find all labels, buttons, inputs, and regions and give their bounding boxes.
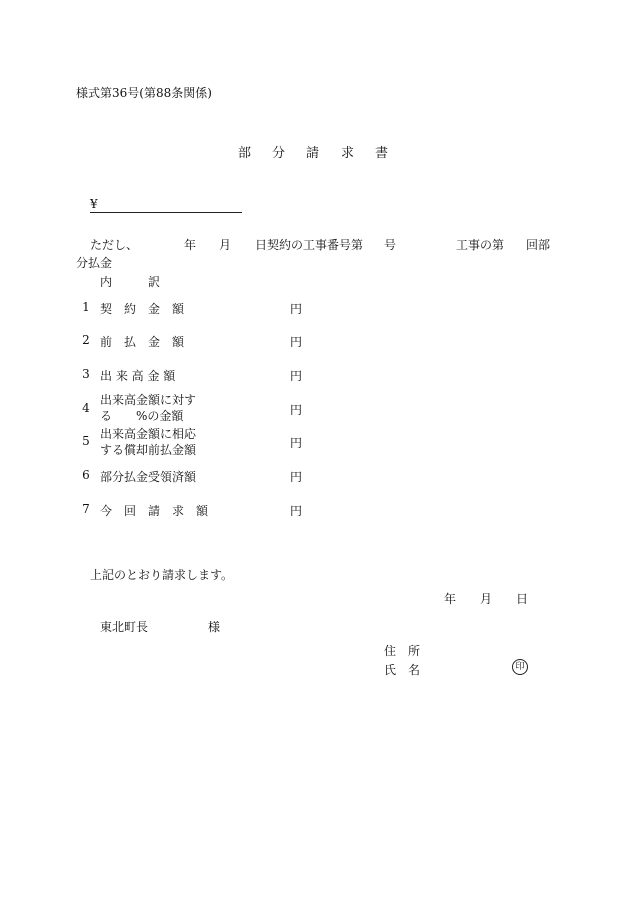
row-number: 2 — [82, 333, 90, 347]
row-unit: 円 — [290, 369, 303, 383]
row-label-progress-amount: 出 来 高 金 額 — [100, 369, 176, 383]
row-label-current-request: 今 回 請 求 額 — [100, 504, 209, 518]
intro-continuation: 分払金 — [76, 256, 113, 270]
intro-month: 月 — [219, 238, 232, 252]
honorific: 様 — [208, 620, 221, 634]
name-label-2: 名 — [408, 663, 421, 677]
row-label-line2: する償却前払金額 — [100, 443, 197, 457]
currency-symbol: ¥ — [90, 197, 98, 211]
row-unit: 円 — [290, 470, 303, 484]
intro-times-text: 回部 — [526, 238, 551, 252]
title-char-5: 書 — [375, 146, 389, 161]
row-label-contract-amount: 契 約 金 額 — [100, 302, 185, 316]
amount-field[interactable] — [90, 198, 242, 213]
addressee: 東北町長 — [100, 620, 149, 634]
row-unit: 円 — [290, 436, 303, 450]
intro-year: 年 — [184, 238, 197, 252]
intro-number-suffix: 号 — [384, 238, 397, 252]
title-char-4: 求 — [341, 146, 355, 161]
row-number: 5 — [82, 434, 90, 448]
title-char-2: 分 — [272, 146, 286, 161]
row-label-line2: る %の金額 — [100, 409, 184, 423]
row-number: 7 — [82, 502, 90, 516]
row-number: 4 — [82, 401, 90, 415]
intro-work-text: 工事の第 — [456, 238, 505, 252]
row-number: 3 — [82, 367, 90, 381]
intro-contract-text: 日契約の工事番号第 — [255, 238, 364, 252]
title-char-3: 請 — [306, 146, 320, 161]
breakdown-heading-1: 内 — [100, 275, 113, 289]
breakdown-heading-2: 訳 — [148, 275, 161, 289]
date-year: 年 — [444, 592, 457, 606]
seal-icon: 印 — [512, 659, 528, 675]
intro-prefix: ただし、 — [90, 238, 139, 252]
row-unit: 円 — [290, 504, 303, 518]
address-label-1: 住 — [384, 644, 397, 658]
date-month: 月 — [480, 592, 493, 606]
row-unit: 円 — [290, 403, 303, 417]
row-label-line1: 出来高金額に相応 — [100, 427, 197, 441]
row-label-progress-percent — [100, 392, 196, 424]
name-label-1: 氏 — [384, 663, 397, 677]
address-label-2: 所 — [408, 644, 421, 658]
row-unit: 円 — [290, 302, 303, 316]
row-label-line1: 出来高金額に対す — [100, 393, 197, 407]
row-label-amortized-advance — [100, 426, 196, 458]
closing-statement: 上記のとおり請求します。 — [90, 568, 234, 582]
row-label-received-partial: 部分払金受領済額 — [100, 470, 197, 484]
row-label-advance-amount: 前 払 金 額 — [100, 335, 185, 349]
row-number: 1 — [82, 300, 90, 314]
row-number: 6 — [82, 468, 90, 482]
row-unit: 円 — [290, 335, 303, 349]
title-char-1: 部 — [238, 146, 252, 161]
form-number: 様式第36号(第88条関係) — [76, 86, 212, 100]
date-day: 日 — [516, 592, 529, 606]
